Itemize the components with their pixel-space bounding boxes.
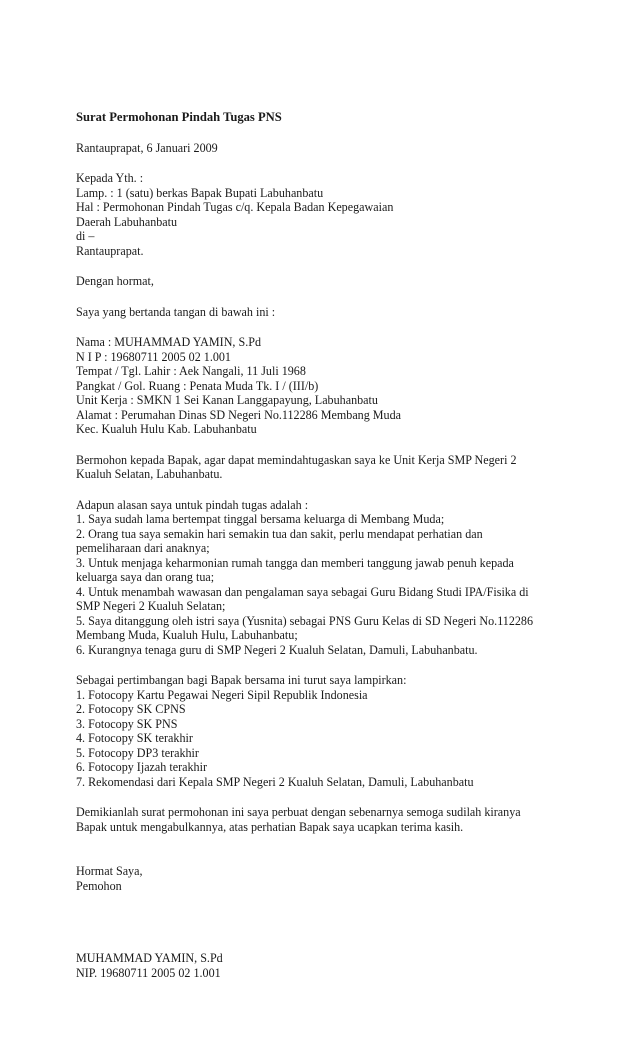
closing-line: Demikianlah surat permohonan ini saya perbuat dengan sebenarnya semoga sudilah kiranya [76,805,521,819]
signoff-block [76,864,576,980]
greeting: Dengan hormat, [76,274,154,288]
reason-line: 2. Orang tua saya semakin hari semakin tua dan sakit, perlu mendapat perhatian dan [76,526,483,541]
closing-paragraph [76,805,576,834]
letter-title: Surat Permohonan Pindah Tugas PNS [76,110,282,124]
signer-name: MUHAMMAD YAMIN, S.Pd [76,951,223,965]
request-line: Bermohon kepada Bapak, agar dapat memindahtugaskan saya ke Unit Kerja SMP Negeri 2 [76,452,517,467]
reason-line: pemeliharaan dari anaknya; [76,541,210,555]
reason-line: 5. Saya ditanggung oleh istri saya (Yusnita) sebagai PNS Guru Kelas di SD Negeri No.112286 [76,613,534,628]
lamp-line: Lamp. : 1 (satu) berkas Bapak Bupati Labuhanbatu [76,185,324,200]
request-line: Kualuh Selatan, Labuhanbatu. [76,467,223,481]
attachment-item: 7. Rekomendasi dari Kepala SMP Negeri 2 Kualuh Selatan, Damuli, Labuhanbatu [76,774,474,789]
intro-line: Saya yang bertanda tangan di bawah ini : [76,304,276,319]
attachment-item: 4. Fotocopy SK terakhir [76,731,193,745]
reasons-heading: Adapun alasan saya untuk pindah tugas adalah : [76,497,309,512]
identity-unit: Unit Kerja : SMKN 1 Sei Kanan Langgapayung, Labuhanbatu [76,393,378,407]
recipient-line: Kepada Yth. : [76,171,144,185]
attachment-item: 6. Fotocopy Ijazah terakhir [76,760,207,774]
dept-line: Daerah Labuhanbatu [76,214,178,229]
request-paragraph [76,453,576,482]
hal-line: Hal : Permohonan Pindah Tugas c/q. Kepala Badan Kepegawaian [76,200,394,214]
identity-alamat: Alamat : Perumahan Dinas SD Negeri No.112286 Membang Muda [76,407,402,422]
reason-line: 3. Untuk menjaga keharmonian rumah tangga dan memberi tanggung jawab penuh kepada [76,555,514,570]
closing-line: Bapak untuk mengabulkannya, atas perhatian Bapak saya ucapkan terima kasih. [76,819,464,834]
identity-block [76,335,576,437]
city-line: Rantauprapat. [76,243,144,258]
attachment-item: 2. Fotocopy SK CPNS [76,702,186,716]
signer-nip: NIP. 19680711 2005 02 1.001 [76,965,221,980]
role-line: Pemohon [76,878,122,893]
recipient-block [76,171,576,258]
place-date: Rantauprapat, 6 Januari 2009 [76,140,218,155]
reasons-list [76,512,576,657]
regards-line: Hormat Saya, [76,864,143,878]
identity-nama: Nama : MUHAMMAD YAMIN, S.Pd [76,335,261,349]
attachment-item: 1. Fotocopy Kartu Pegawai Negeri Sipil Republik Indonesia [76,687,368,702]
attachments-heading: Sebagai pertimbangan bagi Bapak bersama ini turut saya lampirkan: [76,673,407,687]
reason-line: 6. Kurangnya tenaga guru di SMP Negeri 2 Kualuh Selatan, Damuli, Labuhanbatu. [76,642,478,657]
attachment-item: 3. Fotocopy SK PNS [76,716,178,731]
identity-pangkat: Pangkat / Gol. Ruang : Penata Muda Tk. I / (III/b) [76,378,319,393]
reason-line: Membang Muda, Kualuh Hulu, Labuhanbatu; [76,628,298,642]
identity-kec: Kec. Kualuh Hulu Kab. Labuhanbatu [76,422,257,436]
identity-ttl: Tempat / Tgl. Lahir : Aek Nangali, 11 Juli 1968 [76,364,306,378]
letter-page [76,110,576,980]
attachments-list [76,688,576,790]
reason-line: 1. Saya sudah lama bertempat tinggal bersama keluarga di Membang Muda; [76,512,445,526]
identity-nip: N I P : 19680711 2005 02 1.001 [76,349,231,364]
reason-line: 4. Untuk menambah wawasan dan pengalaman saya sebagai Guru Bidang Studi IPA/Fisika di [76,584,529,599]
di-line: di – [76,229,95,243]
reason-line: keluarga saya dan orang tua; [76,570,215,584]
attachment-item: 5. Fotocopy DP3 terakhir [76,745,199,760]
reason-line: SMP Negeri 2 Kualuh Selatan; [76,599,226,613]
